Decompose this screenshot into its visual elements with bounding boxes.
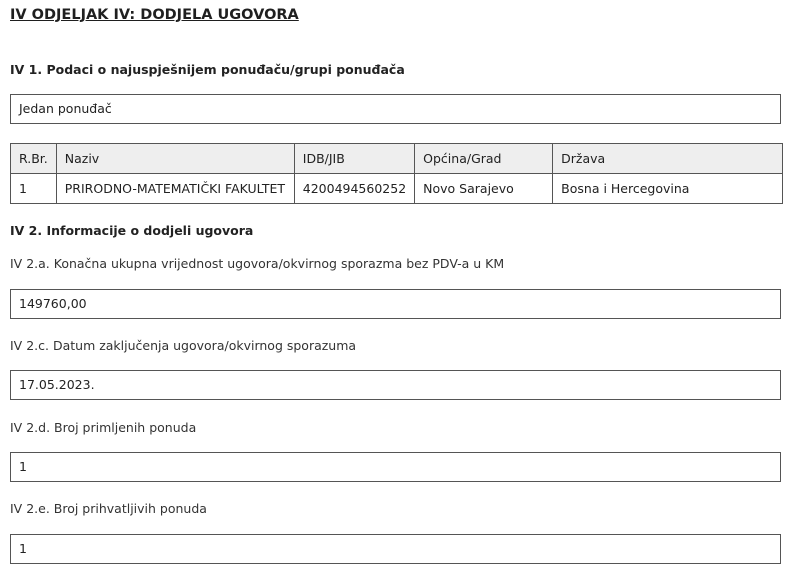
section-title: IV ODJELJAK IV: DODJELA UGOVORA xyxy=(10,7,299,23)
table-row xyxy=(11,174,783,204)
column-header-rbr: R.Br. xyxy=(11,144,57,174)
iv2-heading: IV 2. Informacije o dodjeli ugovora xyxy=(10,223,254,238)
column-header-naziv: Naziv xyxy=(56,144,294,174)
column-header-opcina-grad: Općina/Grad xyxy=(415,144,553,174)
cell-opcina-grad: Novo Sarajevo xyxy=(415,174,553,204)
cell-naziv: PRIRODNO-MATEMATIČKI FAKULTET xyxy=(56,174,294,204)
received-bids-field: 1 xyxy=(10,452,781,482)
contract-date-label: IV 2.c. Datum zaključenja ugovora/okvirnog sporazuma xyxy=(10,338,357,353)
contract-value-field: 149760,00 xyxy=(10,289,781,319)
iv1-heading: IV 1. Podaci o najuspješnijem ponuđaču/grupi ponuđača xyxy=(10,62,405,77)
cell-rbr: 1 xyxy=(11,174,57,204)
table-header-row xyxy=(11,144,783,174)
column-header-drzava: Država xyxy=(553,144,783,174)
winning-bidder-table xyxy=(10,143,783,204)
received-bids-label: IV 2.d. Broj primljenih ponuda xyxy=(10,420,197,435)
acceptable-bids-label: IV 2.e. Broj prihvatljivih ponuda xyxy=(10,501,207,516)
cell-idb-jib: 4200494560252 xyxy=(294,174,414,204)
contract-value-label: IV 2.a. Konačna ukupna vrijednost ugovora/okvirnog sporazma bez PDV-a u KM xyxy=(10,256,505,271)
column-header-idb-jib: IDB/JIB xyxy=(294,144,414,174)
cell-drzava: Bosna i Hercegovina xyxy=(553,174,783,204)
contract-date-field: 17.05.2023. xyxy=(10,370,781,400)
bidder-type-field: Jedan ponuđač xyxy=(10,94,781,124)
acceptable-bids-field: 1 xyxy=(10,534,781,564)
